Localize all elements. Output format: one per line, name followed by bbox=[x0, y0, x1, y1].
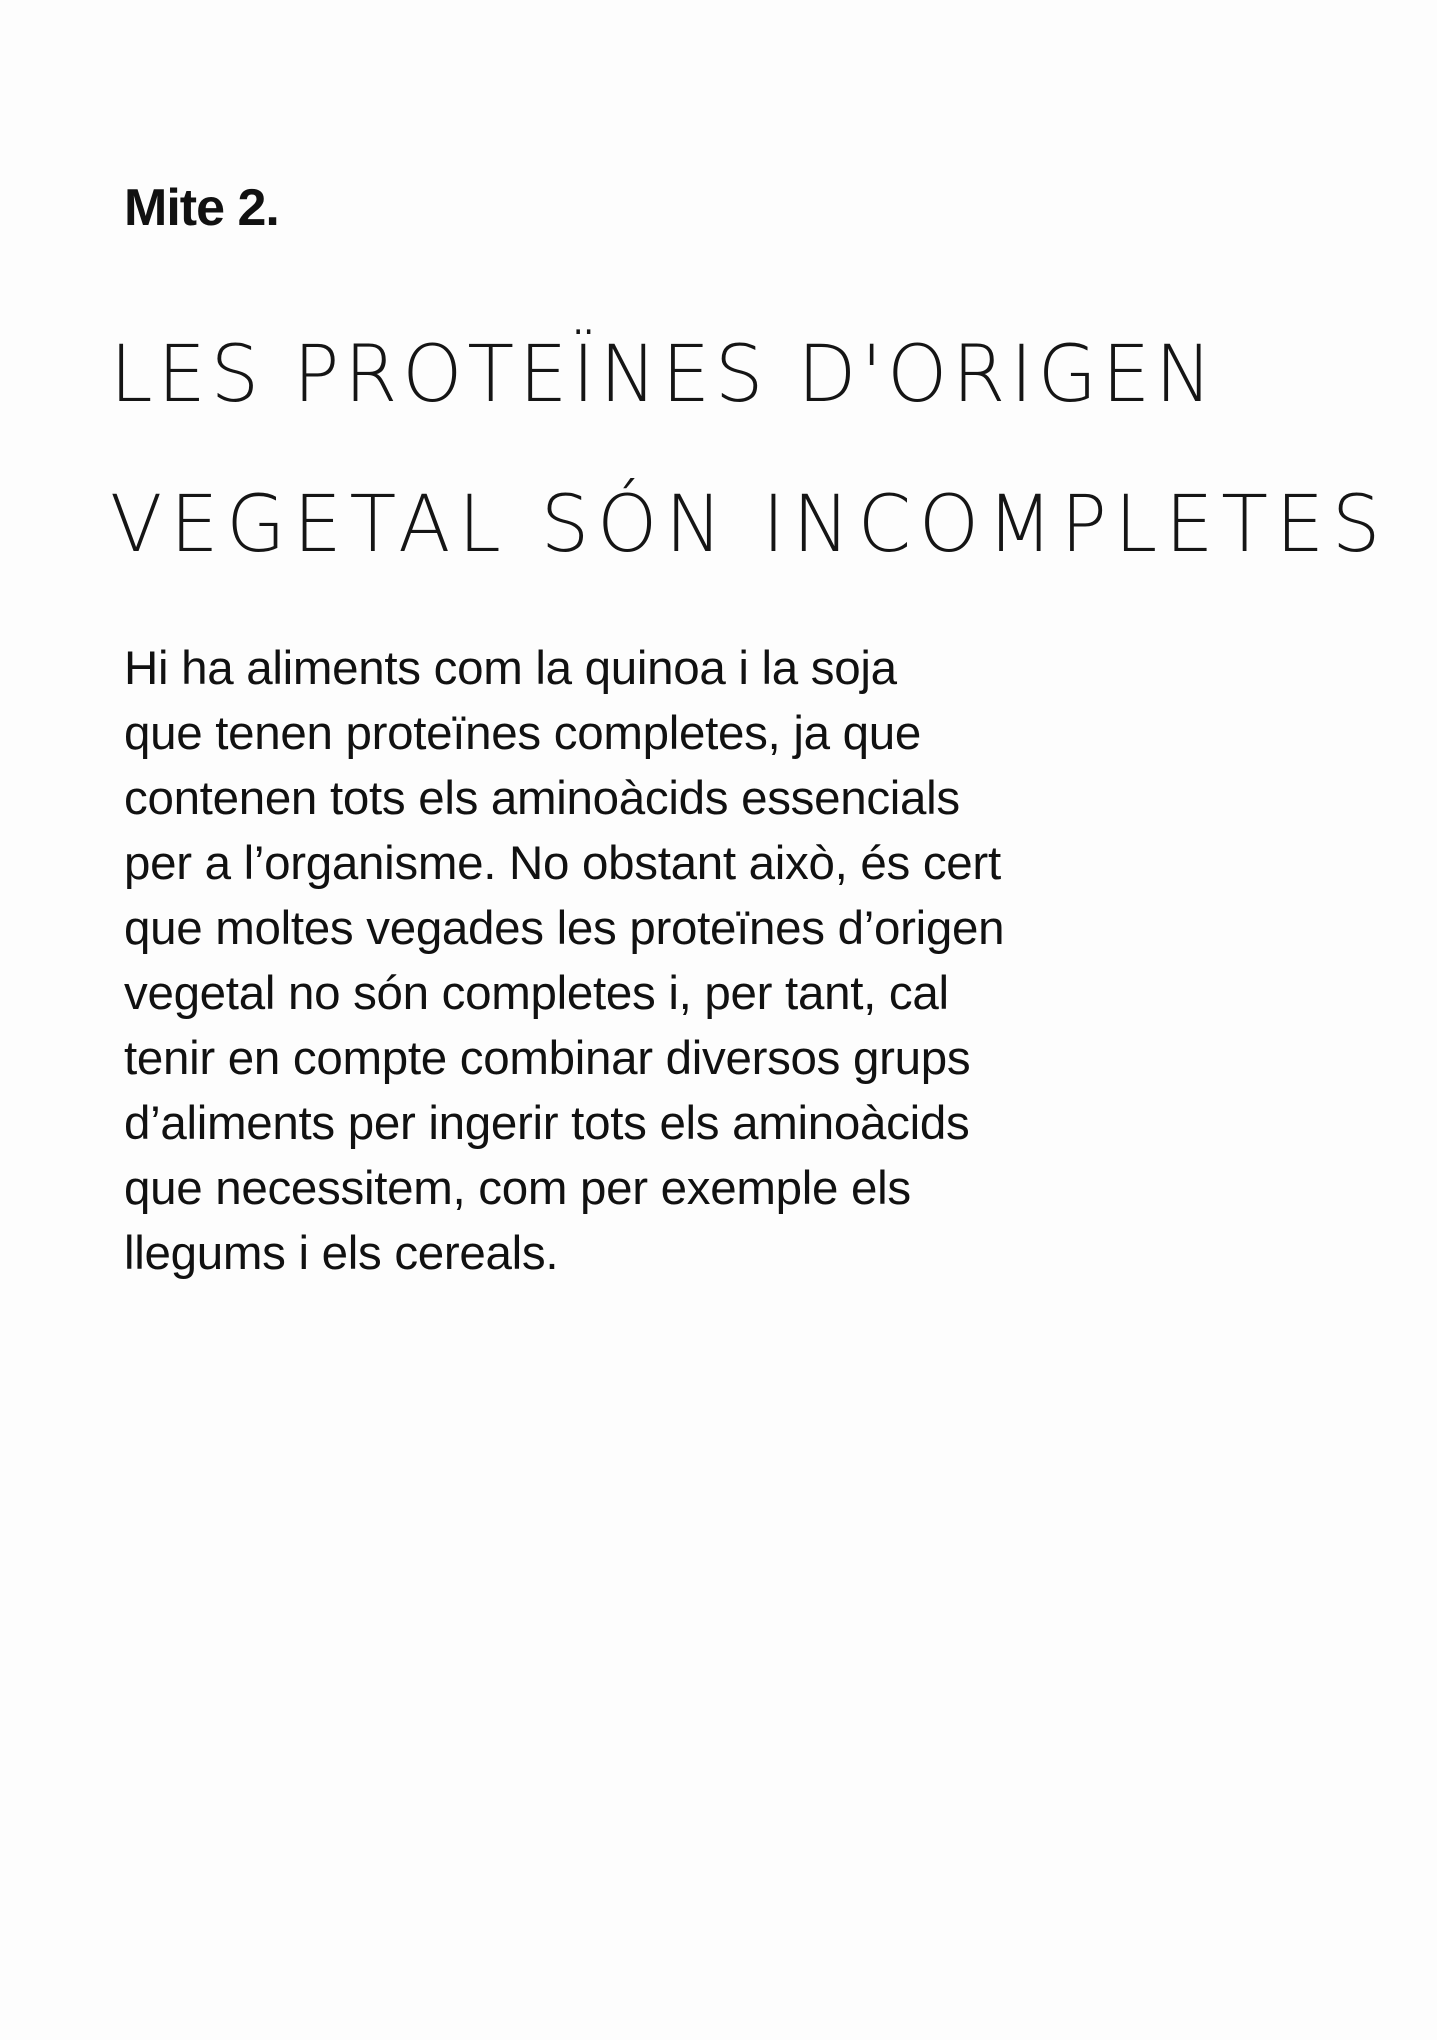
body-line: contenen tots els aminoàcids essencials bbox=[124, 772, 960, 825]
body-line: que tenen proteïnes completes, ja que bbox=[124, 707, 921, 760]
title-line-2: VEGETAL SÓN INCOMPLETES bbox=[110, 480, 1389, 570]
body-line: vegetal no són completes i, per tant, cal bbox=[124, 967, 949, 1020]
body-line: llegums i els cereals. bbox=[124, 1227, 559, 1280]
body-line: Hi ha aliments com la quinoa i la soja bbox=[124, 642, 897, 695]
handwritten-title bbox=[110, 300, 1389, 600]
myth-number-heading: Mite 2. bbox=[124, 179, 279, 237]
title-line-1: LES PROTEÏNES D'ORIGEN bbox=[110, 330, 1218, 420]
body-line: d’aliments per ingerir tots els aminoàcids bbox=[124, 1097, 970, 1150]
body-line: que moltes vegades les proteïnes d’origen bbox=[124, 902, 1005, 955]
body-line: que necessitem, com per exemple els bbox=[124, 1162, 911, 1215]
body-line: tenir en compte combinar diversos grups bbox=[124, 1032, 971, 1085]
body-paragraph bbox=[124, 636, 1184, 1286]
body-line: per a l’organisme. No obstant això, és cert bbox=[124, 837, 1001, 890]
